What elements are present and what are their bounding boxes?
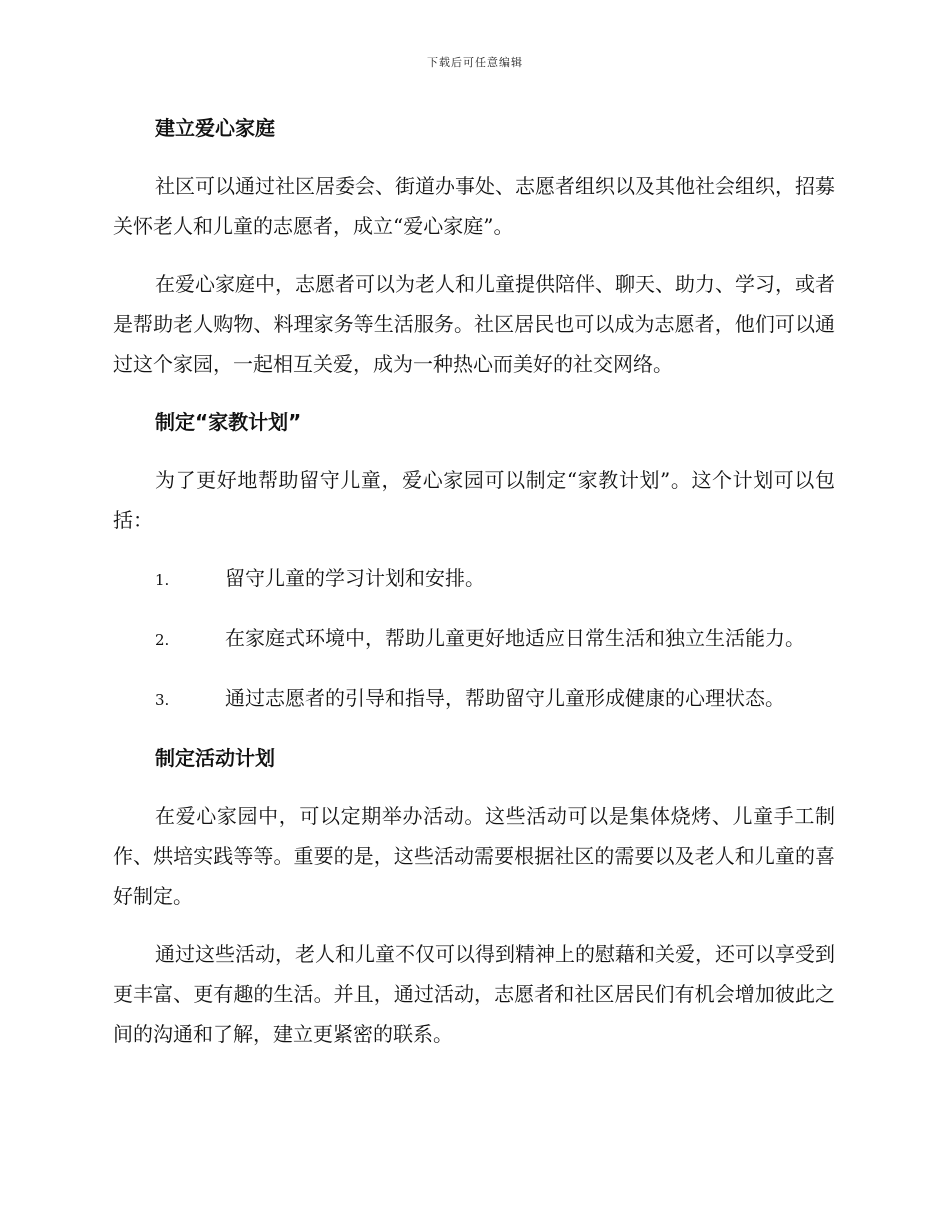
section-heading-love-family: 建立爱心家庭 [155,116,275,140]
section-heading-activity-plan: 制定活动计划 [155,746,275,770]
list-item-text: 留守儿童的学习计划和安排。 [225,566,485,590]
list-number: 1. [155,571,170,589]
paragraph: 为了更好地帮助留守儿童，爱心家园可以制定“家教计划”。这个计划可以包括： [113,468,835,532]
list-number: 3. [155,691,170,709]
section-heading-tutoring-plan: 制定“家教计划” [155,410,302,434]
list-item [113,618,835,660]
paragraph: 通过这些活动，老人和儿童不仅可以得到精神上的慰藉和关爱，还可以享受到更丰富、更有趣的生活。并且，通过活动，志愿者和社区居民们有机会增加彼此之间的沟通和了解，建立更紧密的联系。 [113,942,835,1046]
paragraph: 社区可以通过社区居委会、街道办事处、志愿者组织以及其他社会组织，招募关怀老人和儿童的志愿者，成立“爱心家庭”。 [113,174,835,238]
list-item [113,678,835,720]
paragraph: 在爱心家园中，可以定期举办活动。这些活动可以是集体烧烤、儿童手工制作、烘培实践等等。重要的是，这些活动需要根据社区的需要以及老人和儿童的喜好制定。 [113,804,835,908]
paragraph: 在爱心家庭中，志愿者可以为老人和儿童提供陪伴、聊天、助力、学习，或者是帮助老人购物、料理家务等生活服务。社区居民也可以成为志愿者，他们可以通过这个家园，一起相互关爱，成为一种热心而美好的社交网络。 [113,272,835,376]
list-item-text: 通过志愿者的引导和指导，帮助留守儿童形成健康的心理状态。 [225,686,785,710]
page-header: 下载后可任意编辑 [427,56,523,69]
list-number: 2. [155,631,170,649]
document-body [113,108,835,1072]
list-item [113,558,835,600]
list-item-text: 在家庭式环境中，帮助儿童更好地适应日常生活和独立生活能力。 [225,626,805,650]
